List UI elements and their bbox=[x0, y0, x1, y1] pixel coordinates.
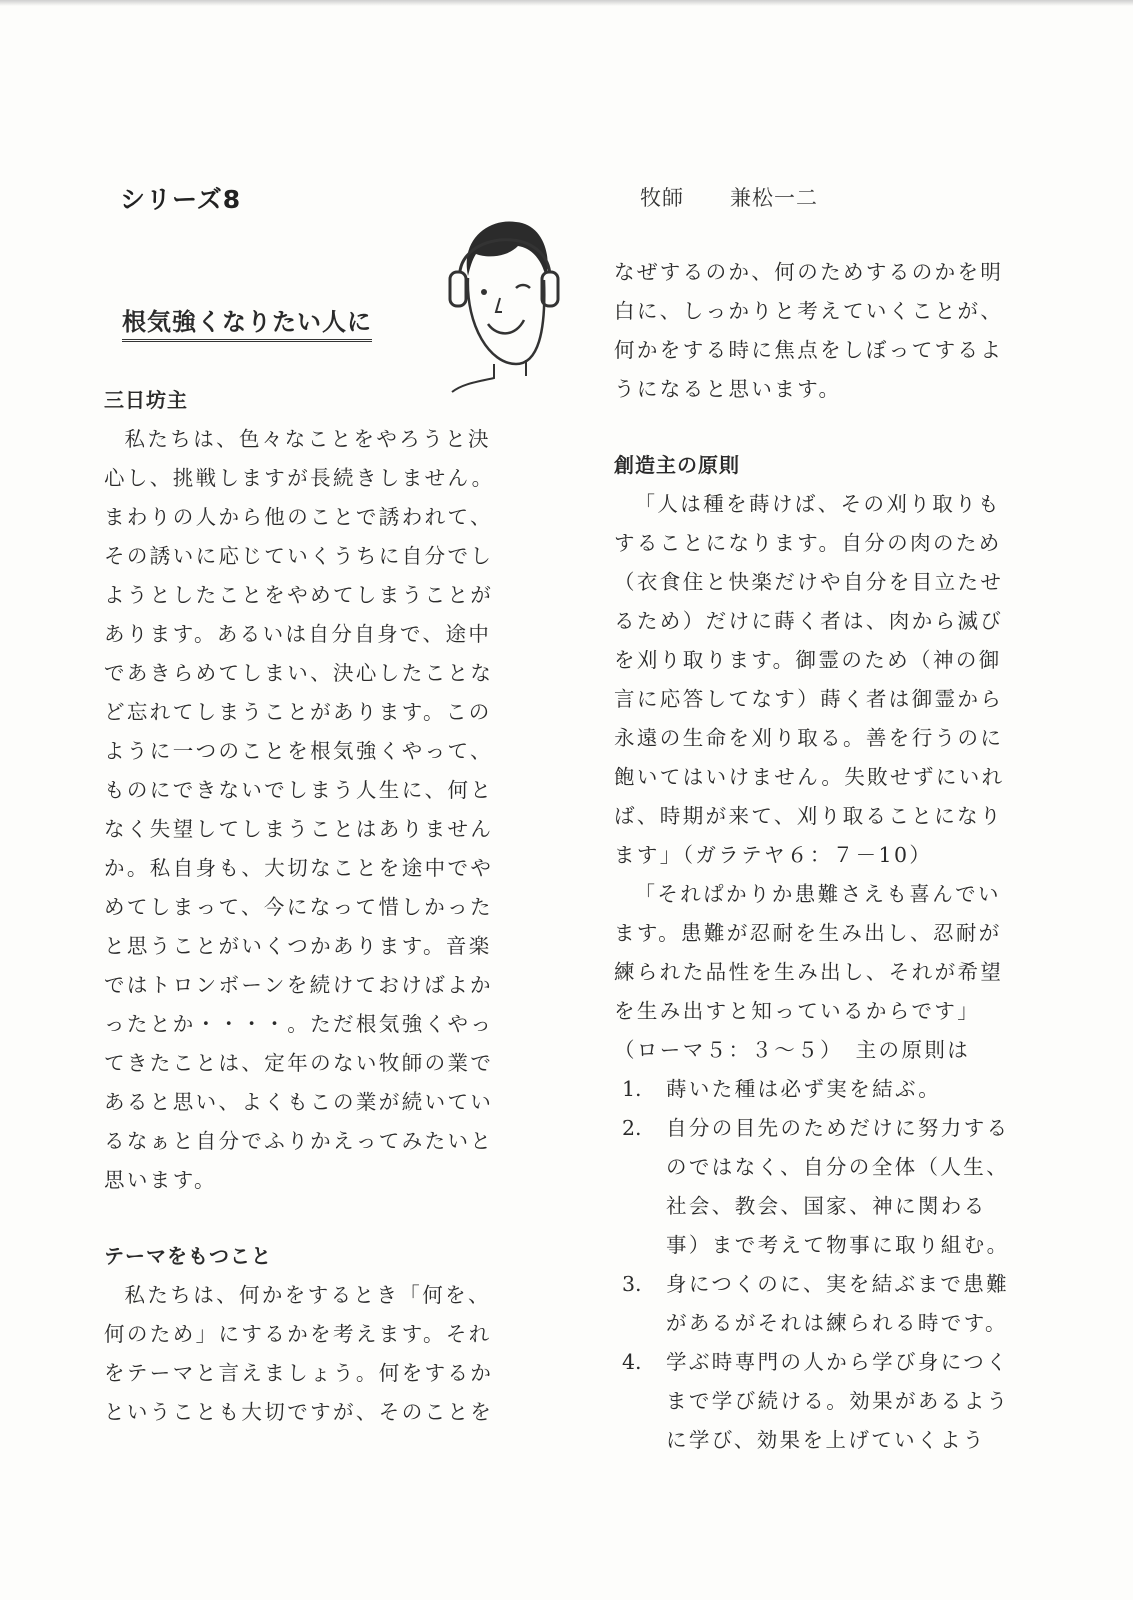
list-item: 3. 身につくのに、実を結ぶまで患難があるがそれは練られる時です。 bbox=[622, 1272, 1010, 1335]
author-line bbox=[640, 182, 818, 212]
left-column bbox=[104, 381, 502, 1432]
quote-romans: 「それぱかりか患難さえも喜んでいます。患難が忍耐を生み出し、忍耐が練られた品性を生み出し、それが希望を生み出すと知っているからです」（ローマ５：３～５） 主の原則は bbox=[614, 882, 1004, 1062]
scan-edge bbox=[0, 0, 1133, 6]
section-title-creator-principle: 創造主の原則 bbox=[614, 453, 740, 477]
list-item: 1. 蒔いた種は必ず実を結ぶ。 bbox=[622, 1077, 942, 1101]
section-text-theme-continued: なぜするのか、何のためするのかを明白に、しっかりと考えていくことが、何かをする時に焦点をしぼってするようになると思います。 bbox=[614, 260, 1004, 401]
article-headline: 根気強くなりたい人に bbox=[122, 302, 372, 342]
list-item: 4. 学ぶ時専門の人から学び身につくまで学び続ける。効果があるように学び、効果を上げていくよう bbox=[622, 1350, 1010, 1452]
section-text-theme: 私たちは、何かをするとき「何を、何のため」にするかを考えます。それをテーマと言えましょう。何をするかということも大切ですが、そのことを bbox=[104, 1283, 494, 1424]
principles-list bbox=[614, 1070, 1014, 1460]
author-name: 兼松一二 bbox=[730, 186, 818, 210]
quote-galatians: 「人は種を蒔けば、その刈り取りもすることになります。自分の肉のため（衣食住と快楽だけや自分を目立たせるため）だけに蒔く者は、肉から滅びを刈り取ります。御霊のため（神の御言に応答してなす）蒔く者は御霊から永遠の生命を刈り取る。善を行うのに飽いてはいけません。失敗せずにいれば、時期が来て、刈り取ることになります」（ガラテヤ６：７－10） bbox=[614, 492, 1005, 867]
headphone-face-icon bbox=[446, 214, 562, 396]
list-item: 2. 自分の目先のためだけに努力するのではなく、自分の全体（人生、社会、教会、国家、神に関わる事）まで考えて物事に取り組む。 bbox=[622, 1116, 1010, 1257]
section-title-mikka-bozu: 三日坊主 bbox=[104, 388, 188, 412]
series-label: シリーズ8 bbox=[120, 185, 242, 214]
author-role: 牧師 bbox=[640, 186, 684, 210]
right-column bbox=[614, 253, 1014, 1460]
section-text-mikka-bozu: 私たちは、色々なことをやろうと決心し、挑戦しますが長続きしません。まわりの人から他のことで誘われて、その誘いに応じていくうちに自分でしようとしたことをやめてしまうことがあります。あるいは自分自身で、途中であきらめてしまい、決心したことなど忘れてしまうことがあります。このように一つのことを根気強くやって、ものにできないでしまう人生に、何となく失望してしまうことはありませんか。私自身も、大切なことを途中でやめてしまって、今になって惜しかったと思うことがいくつかあります。音楽ではトロンボーンを続けておけばよかったとか・・・・。ただ根気強くやってきたことは、定年のない牧師の業であると思い、よくもこの業が続いているなぁと自分でふりかえってみたいと思います。 bbox=[104, 427, 495, 1192]
section-title-theme: テーマをもつこと bbox=[104, 1244, 272, 1268]
